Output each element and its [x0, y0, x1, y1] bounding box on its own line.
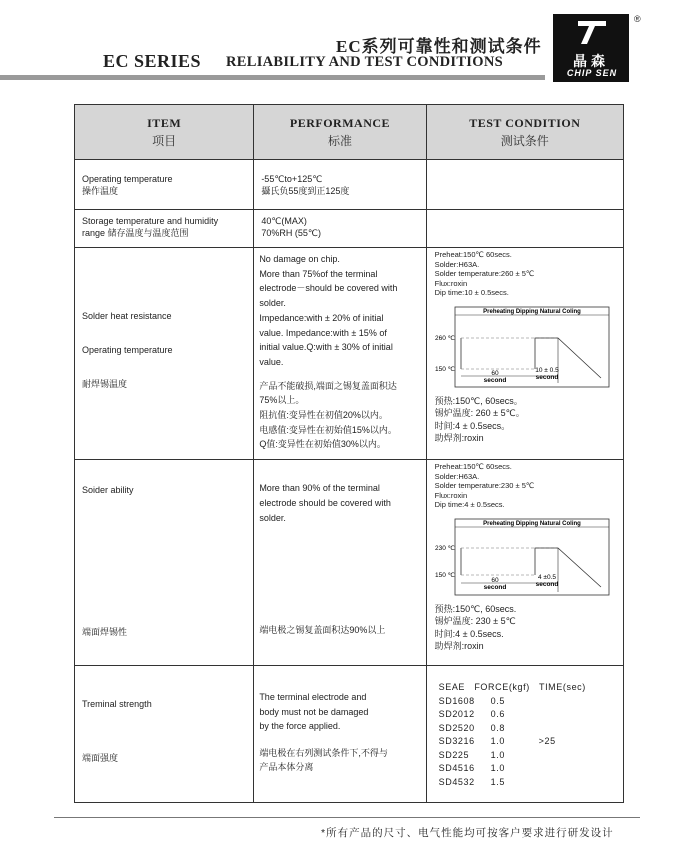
table-row	[75, 460, 624, 666]
diagram-frame	[455, 307, 609, 387]
force-value: 0.8	[490, 722, 505, 733]
performance-text: body must not be damaged	[259, 706, 369, 717]
performance-text: electrode－should be covered with	[259, 283, 398, 294]
performance-cell	[254, 210, 426, 248]
condition-text: Dip time:10 ± 0.5secs.	[434, 288, 509, 297]
force-table-row	[439, 708, 619, 722]
condition-cn-text: 预热:150℃, 60secs.	[434, 603, 517, 614]
header-item	[75, 105, 254, 160]
condition-text: Dip time:4 ± 0.5secs.	[434, 500, 505, 509]
header-condition	[426, 105, 623, 160]
performance-text: 产品本体分离	[259, 762, 314, 772]
diagram-seg2-value: 4 ±0.5	[537, 573, 556, 581]
performance-text: by the force applied.	[259, 721, 341, 731]
table-row	[75, 160, 624, 210]
item-text: 操作温度	[82, 186, 119, 196]
condition-cell	[426, 460, 623, 666]
force-model: SD2520	[438, 722, 475, 733]
header-item-cn: 项目	[152, 133, 177, 148]
performance-text: The terminal electrode and	[259, 692, 367, 702]
item-text: 端面强度	[82, 753, 119, 763]
diagram-low-label: 150 ℃	[434, 571, 455, 579]
force-time: >25	[538, 736, 556, 746]
condition-cn-text: 时间:4 ± 0.5secs。	[434, 420, 511, 431]
diagram-high-label: 230 ℃	[434, 544, 455, 552]
series-name: EC SERIES	[103, 51, 202, 71]
header-performance-cn: 标准	[327, 133, 352, 148]
force-table	[439, 695, 619, 790]
diagram-low-label: 150 ℃	[434, 365, 455, 373]
force-time	[539, 722, 579, 736]
item-text: 端面焊锡性	[82, 627, 128, 637]
diagram-seg1-value: 60	[491, 369, 499, 377]
performance-text: 端电极之锡复盖面积达90%以上	[259, 625, 386, 635]
condition-cn-text: 助焊剂:roxin	[434, 641, 484, 651]
performance-text: 攝氏负55度到正125度	[261, 186, 350, 196]
condition-text: Solder:H63A.	[434, 471, 480, 481]
diagram-seg1-unit: second	[483, 376, 507, 384]
item-text: Solder heat resistance	[82, 311, 172, 321]
condition-text: Preheat:150℃ 60secs.	[434, 462, 512, 471]
solder-heat-profile-diagram	[435, 301, 615, 393]
item-cell	[75, 160, 254, 210]
item-text: Storage temperature and humidity	[82, 216, 219, 226]
reliability-table	[74, 104, 624, 803]
performance-cell	[254, 160, 426, 210]
company-logo	[553, 14, 629, 82]
table-row	[75, 666, 624, 803]
header-condition-cn: 测试条件	[500, 133, 549, 148]
performance-cell	[254, 666, 426, 803]
performance-text: value. Impedance:with ± 15% of	[259, 327, 387, 338]
force-table-row	[439, 735, 619, 749]
registered-mark: ®	[634, 14, 641, 24]
table-row	[75, 248, 624, 460]
force-time	[539, 762, 579, 776]
item-text: Treminal strength	[82, 699, 152, 709]
diagram-title: Preheating Dipping Natural Coling	[482, 520, 581, 527]
performance-text: 70%RH (55℃)	[261, 228, 321, 238]
condition-cell	[426, 248, 623, 460]
force-table-row	[439, 776, 619, 790]
force-value: 0.5	[490, 695, 505, 706]
logo-mark-icon	[575, 17, 609, 47]
condition-text: Flux:roxin	[434, 278, 468, 288]
footer-note: *所有产品的尺寸、电气性能均可按客户要求进行研发设计	[321, 827, 614, 839]
item-text: Operating temperature	[82, 174, 173, 184]
force-value: 1.5	[490, 776, 505, 787]
force-model: SD1608	[438, 695, 475, 706]
item-cell	[75, 248, 254, 460]
condition-cell	[426, 160, 623, 210]
force-value: 0.6	[490, 709, 505, 719]
force-value: 1.0	[490, 749, 505, 760]
item-text: 耐焊锡温度	[82, 379, 128, 389]
performance-text: electrode should be covered with	[259, 498, 391, 508]
item-cell	[75, 666, 254, 803]
item-text: Soider ability	[82, 485, 134, 495]
performance-text: solder.	[259, 298, 286, 309]
performance-text: Q值:变异性在初始值30%以内。	[259, 439, 386, 450]
header-condition-en: TEST CONDITION	[469, 115, 581, 130]
force-table-row	[439, 762, 619, 776]
performance-text: value.	[259, 356, 284, 367]
force-model: SD2012	[438, 709, 475, 719]
condition-cn-text: 助焊剂:roxin	[434, 433, 484, 443]
condition-cn-text: 预热:150℃, 60secs。	[434, 395, 523, 406]
performance-text: 75%以上。	[259, 395, 305, 406]
condition-text: Preheat:150℃ 60secs.	[434, 250, 512, 259]
force-time	[539, 776, 579, 790]
performance-cell	[254, 248, 426, 460]
header-item-en: ITEM	[147, 115, 182, 130]
condition-text: Solder:H63A.	[434, 259, 480, 269]
header-performance-en: PERFORMANCE	[289, 115, 391, 130]
force-model: SD225	[438, 749, 470, 760]
title-chinese: EC系列可靠性和测试条件	[336, 37, 542, 56]
force-model: SD4532	[438, 776, 475, 787]
item-text: range 储存温度与温度范围	[82, 228, 189, 238]
solderability-profile-diagram	[435, 513, 615, 599]
force-model: SD3216	[438, 736, 475, 746]
item-cell	[75, 460, 254, 666]
condition-cn-text: 锡炉温度: 230 ± 5℃	[434, 616, 516, 626]
table-row	[75, 210, 624, 248]
force-value: 1.0	[490, 763, 505, 773]
diagram-title: Preheating Dipping Natural Coling	[482, 308, 581, 315]
condition-text: Solder temperature:230 ± 5℃	[434, 481, 535, 490]
performance-text: 产品不能破损,端面之锡复盖面积达	[259, 380, 397, 391]
force-time	[539, 749, 579, 763]
title-english: RELIABILITY AND TEST CONDITIONS	[226, 54, 503, 70]
force-value: 1.0	[490, 736, 505, 746]
force-time	[539, 695, 579, 709]
performance-text: 阻抗值:变异性在初值20%以内。	[259, 410, 388, 421]
diagram-seg2-unit: second	[535, 580, 559, 588]
header-divider	[0, 75, 545, 80]
force-model: SD4516	[438, 763, 475, 773]
diagram-seg1-value: 60	[491, 576, 499, 584]
condition-text: Flux:roxin	[434, 490, 468, 500]
performance-text: 端电极在右列测试条件下,不得与	[259, 747, 388, 758]
diagram-high-label: 260 ℃	[434, 334, 455, 342]
performance-text: Impedance:with ± 20% of initial	[259, 312, 384, 323]
footer-divider	[54, 817, 640, 818]
force-table-header: SEAE FORCE(kgf) TIME(sec)	[438, 682, 586, 692]
force-time	[539, 708, 579, 722]
logo-chinese-name: 晶森	[573, 53, 609, 69]
performance-text: initial value.Q:with ± 30% of initial	[259, 342, 393, 353]
diagram-frame	[455, 519, 609, 595]
item-text: Operating temperature	[82, 345, 173, 355]
performance-text: -55℃to+125℃	[261, 174, 323, 184]
header-performance	[254, 105, 426, 160]
condition-cn-text: 时间:4 ± 0.5secs.	[434, 628, 504, 639]
diagram-seg2-unit: second	[535, 373, 559, 381]
performance-text: 40℃(MAX)	[261, 216, 307, 226]
condition-cell	[426, 666, 623, 803]
condition-text: Solder temperature:260 ± 5℃	[434, 269, 535, 278]
table-header-row	[75, 105, 624, 160]
performance-text: More than 75%of the terminal	[259, 268, 378, 279]
performance-cell	[254, 460, 426, 666]
performance-text: More than 90% of the terminal	[259, 483, 380, 493]
force-table-row	[439, 749, 619, 763]
force-table-row	[439, 722, 619, 736]
item-cell	[75, 210, 254, 248]
diagram-seg2-value: 10 ± 0.5	[534, 366, 559, 374]
performance-text: solder.	[259, 513, 286, 523]
logo-english-name: CHIP SEN	[566, 68, 618, 78]
performance-text: No damage on chip.	[259, 254, 340, 264]
force-table-row	[439, 695, 619, 709]
condition-cell	[426, 210, 623, 248]
condition-cn-text: 锡炉温度: 260 ± 5℃。	[434, 408, 525, 418]
performance-text: 电感值:变异性在初始值15%以内。	[259, 424, 397, 435]
diagram-seg1-unit: second	[483, 583, 507, 591]
